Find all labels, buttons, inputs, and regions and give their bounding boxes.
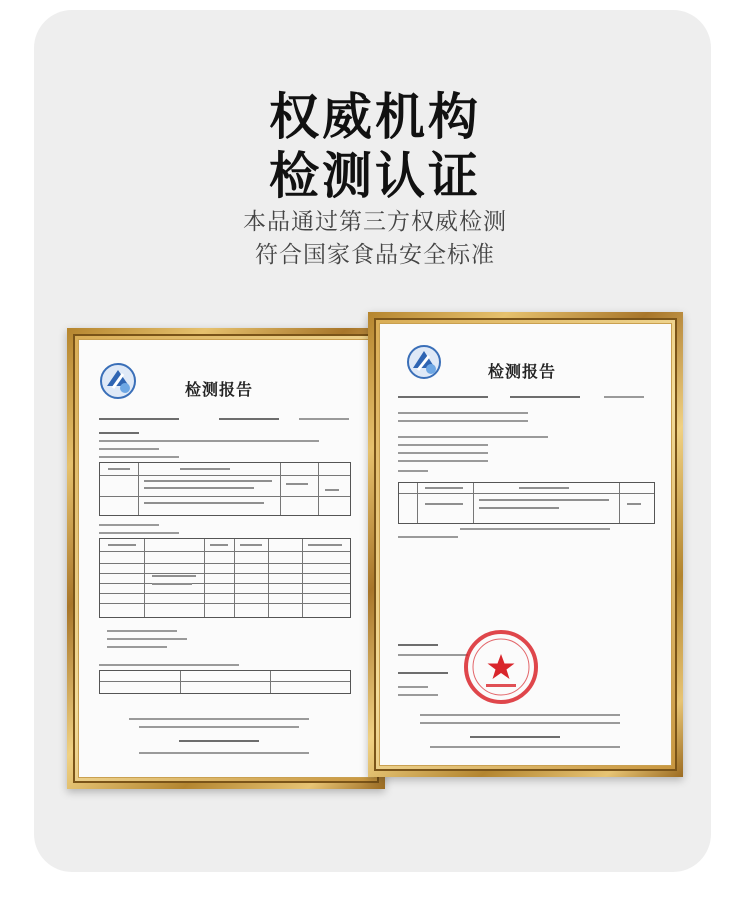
- text-line: [420, 722, 620, 724]
- text-line: [99, 524, 159, 526]
- lab-logo-icon: [404, 344, 444, 380]
- text-line: [107, 646, 167, 648]
- text-line: [99, 432, 139, 434]
- text-line: [179, 740, 259, 742]
- text-line: [430, 746, 620, 748]
- official-seal-icon: [462, 628, 540, 710]
- text-line: [398, 444, 488, 446]
- report-title-left: 检测报告: [185, 380, 254, 399]
- report-title-right: 检测报告: [488, 362, 557, 381]
- text-line: [398, 470, 428, 472]
- signature-line: [398, 672, 448, 674]
- text-line: [107, 630, 177, 632]
- text-line: [99, 418, 179, 420]
- text-line: [510, 396, 580, 398]
- text-line: [398, 644, 438, 646]
- test-table-right: [398, 482, 655, 524]
- test-table-2: [99, 538, 351, 618]
- test-table-3: [99, 670, 351, 694]
- headline-line-2: 检测认证: [269, 147, 481, 205]
- text-line: [398, 452, 488, 454]
- text-line: [99, 664, 239, 666]
- text-line: [398, 396, 488, 398]
- text-line: [129, 718, 309, 720]
- text-line: [219, 418, 279, 420]
- certificate-frame-right: [368, 312, 683, 777]
- headline-line-1: 权威机构: [269, 88, 481, 146]
- subtitle-line-1: 本品通过第三方权威检测: [243, 209, 507, 235]
- text-line: [139, 726, 299, 728]
- text-line: [398, 412, 528, 414]
- text-line: [99, 440, 319, 442]
- text-line: [398, 436, 548, 438]
- text-line: [398, 536, 458, 538]
- text-line: [398, 654, 468, 656]
- text-line: [398, 420, 528, 422]
- text-line: [398, 694, 438, 696]
- text-line: [99, 532, 179, 534]
- text-line: [398, 460, 488, 462]
- text-line: [420, 714, 620, 716]
- text-line: [107, 638, 187, 640]
- certificate-paper-right: [379, 323, 672, 766]
- certificate-paper-left: [78, 339, 374, 778]
- subtitle-line-2: 符合国家食品安全标准: [255, 242, 495, 268]
- text-line: [139, 752, 309, 754]
- certificate-frame-left: [67, 328, 385, 789]
- text-line: [604, 396, 644, 398]
- text-line: [99, 448, 159, 450]
- text-line: [470, 736, 560, 738]
- test-table-1: [99, 462, 351, 516]
- lab-logo-icon: [99, 362, 137, 400]
- text-line: [398, 686, 428, 688]
- text-line: [299, 418, 349, 420]
- text-line: [99, 456, 179, 458]
- text-line: [460, 528, 610, 530]
